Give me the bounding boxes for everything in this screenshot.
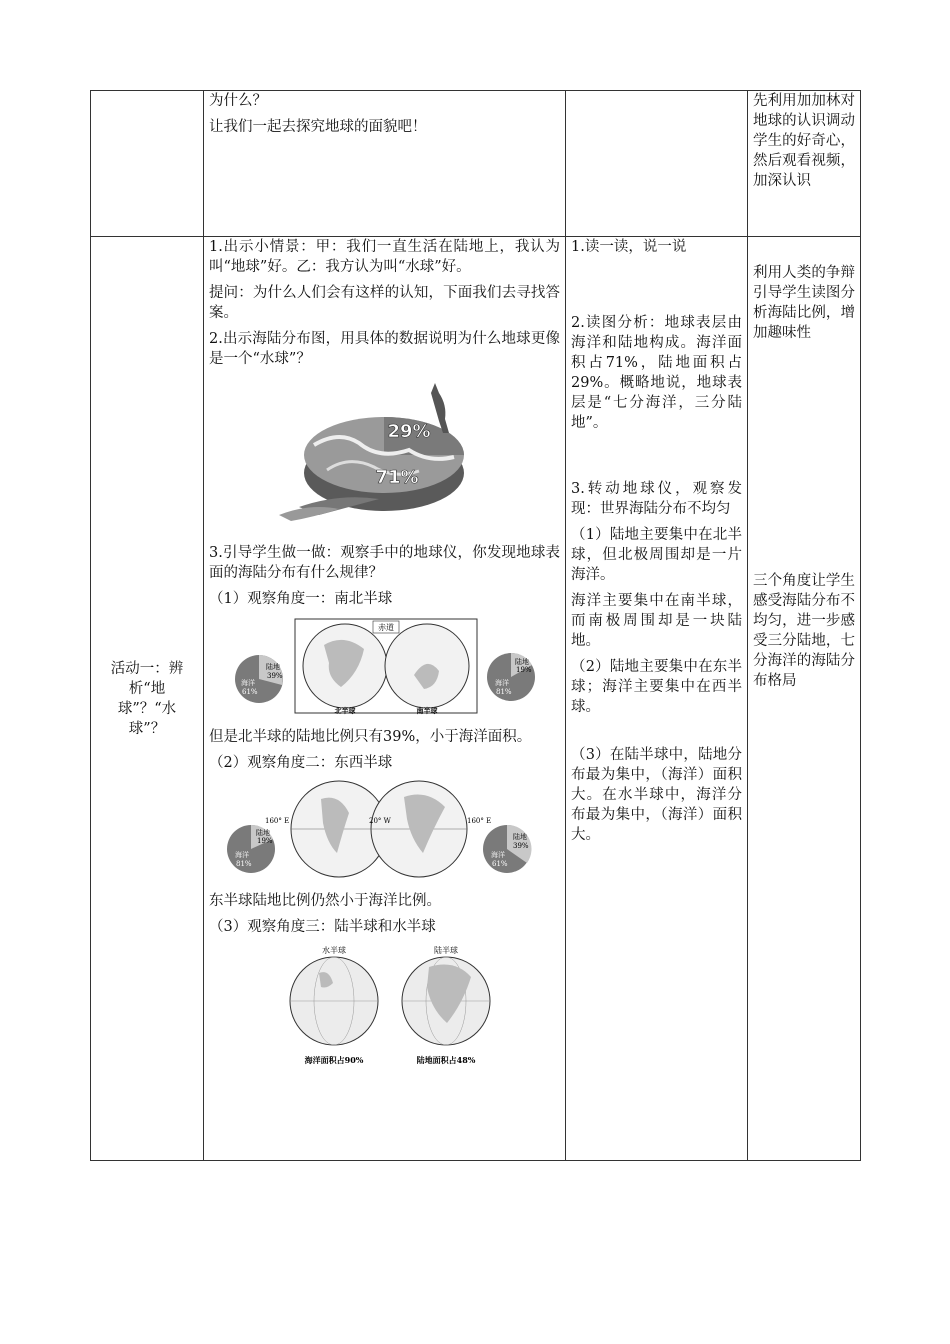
- right-ocean-pct: 61%: [492, 860, 508, 868]
- student-text: （2）陆地主要集中在东半球；海洋主要集中在西半球。: [571, 659, 742, 715]
- activity-name-cell: [91, 237, 204, 1161]
- text-para: 1.出示小情景：甲：我们一直生活在陆地上，我认为叫“地球”好。乙：我方认为叫“水球”好。: [209, 239, 560, 275]
- text-para: 提问：为什么人们会有这样的认知，下面我们去寻找答案。: [209, 285, 560, 321]
- lon-label-left: 160° E: [265, 817, 290, 825]
- design-cell: [748, 237, 861, 1161]
- east-west-hemisphere-figure: [209, 779, 560, 883]
- student-cell-empty: [566, 91, 748, 237]
- teacher-cell: [204, 91, 566, 237]
- student-text: 3.转动地球仪，观察发现：世界海陆分布不均匀: [571, 481, 742, 517]
- teacher-cell: [204, 237, 566, 1161]
- activity-cell-empty: [91, 91, 204, 237]
- right-land-label: 陆地: [513, 833, 527, 841]
- land-hemisphere-caption: 陆地面积占48%: [416, 1055, 476, 1065]
- left-land-pct: 39%: [267, 672, 283, 680]
- activity-name: 活动一：辨析“地球”？“水球”？: [110, 660, 184, 737]
- text-para: 东半球陆地比例仍然小于海洋比例。: [209, 893, 441, 909]
- table-row: [91, 237, 861, 1161]
- right-land-pct: 39%: [513, 842, 529, 850]
- right-ocean-label: 海洋: [491, 851, 505, 859]
- left-ocean-pct: 61%: [242, 688, 258, 696]
- student-cell: [566, 237, 748, 1161]
- left-land-label: 陆地: [266, 663, 280, 671]
- water-hemisphere-caption: 海洋面积占90%: [304, 1055, 364, 1065]
- water-hemisphere-title: 水半球: [322, 946, 346, 955]
- pie-ocean-label: 71%: [375, 467, 419, 488]
- north-south-globes: [209, 615, 559, 719]
- land-ocean-pie-figure: [209, 375, 560, 535]
- student-text: （1）陆地主要集中在北半球，但北极周围却是一片海洋。: [571, 527, 742, 583]
- south-hemisphere-label: 南半球: [416, 706, 438, 715]
- text-para: 但是北半球的陆地比例只有39%，小于海洋面积。: [209, 729, 532, 745]
- north-hemisphere-label: 北半球: [334, 706, 356, 715]
- pie-land-label: 29%: [387, 421, 431, 442]
- land-ocean-pie-graphic: [209, 375, 559, 535]
- right-ocean-label: 海洋: [495, 679, 509, 687]
- table-row: [91, 91, 861, 237]
- design-text: 利用人类的争辩引导学生读图分析海陆比例，增加趣味性: [753, 265, 855, 341]
- lesson-plan-table: [90, 90, 861, 1161]
- land-water-hemisphere-figure: [209, 943, 560, 1071]
- student-text: （3）在陆半球中，陆地分布最为集中，（海洋）面积大。在水半球中，海洋分布最为集中，（海洋）面积大。: [571, 747, 742, 843]
- design-cell: [748, 91, 861, 237]
- right-land-label: 陆地: [515, 658, 529, 666]
- student-text: 1.读一读，说一说: [571, 239, 687, 255]
- left-ocean-pct: 81%: [236, 860, 252, 868]
- lon-label-mid: 20° W: [369, 817, 391, 825]
- left-land-pct: 19%: [257, 837, 273, 845]
- lon-label-right: 160° E: [467, 817, 492, 825]
- text-para: 3.引导学生做一做：观察手中的地球仪，你发现地球表面的海陆分布有什么规律？: [209, 545, 560, 581]
- text-line: 让我们一起去探究地球的面貌吧！: [209, 119, 427, 135]
- land-hemisphere-title: 陆半球: [434, 946, 458, 955]
- east-west-globes: [209, 779, 559, 883]
- land-water-globes: [209, 943, 559, 1071]
- north-south-hemisphere-figure: [209, 615, 560, 719]
- right-land-pct: 19%: [516, 666, 532, 674]
- student-text: 2.读图分析：地球表层由海洋和陆地构成。海洋面积占71%，陆地面积占29%。概略地说，地球表层是“七分海洋，三分陆地”。: [571, 315, 742, 431]
- angle-title: （3）观察角度三：陆半球和水半球: [209, 919, 436, 935]
- text-para: 2.出示海陆分布图，用具体的数据说明为什么地球更像是一个“水球”？: [209, 331, 560, 367]
- equator-label: 赤道: [378, 623, 394, 632]
- student-text: 海洋主要集中在南半球，而南极周围却是一块陆地。: [571, 593, 742, 649]
- left-ocean-label: 海洋: [241, 679, 255, 687]
- text-line: 为什么？: [209, 93, 267, 109]
- angle-title: （1）观察角度一：南北半球: [209, 591, 393, 607]
- left-ocean-label: 海洋: [235, 851, 249, 859]
- right-ocean-pct: 81%: [496, 688, 512, 696]
- design-text: 三个角度让学生感受海陆分布不均匀，进一步感受三分陆地，七分海洋的海陆分布格局: [753, 573, 855, 689]
- left-land-label: 陆地: [256, 829, 270, 837]
- design-text: 先利用加加林对地球的认识调动学生的好奇心，然后观看视频，加深认识: [753, 93, 855, 189]
- angle-title: （2）观察角度二：东西半球: [209, 755, 393, 771]
